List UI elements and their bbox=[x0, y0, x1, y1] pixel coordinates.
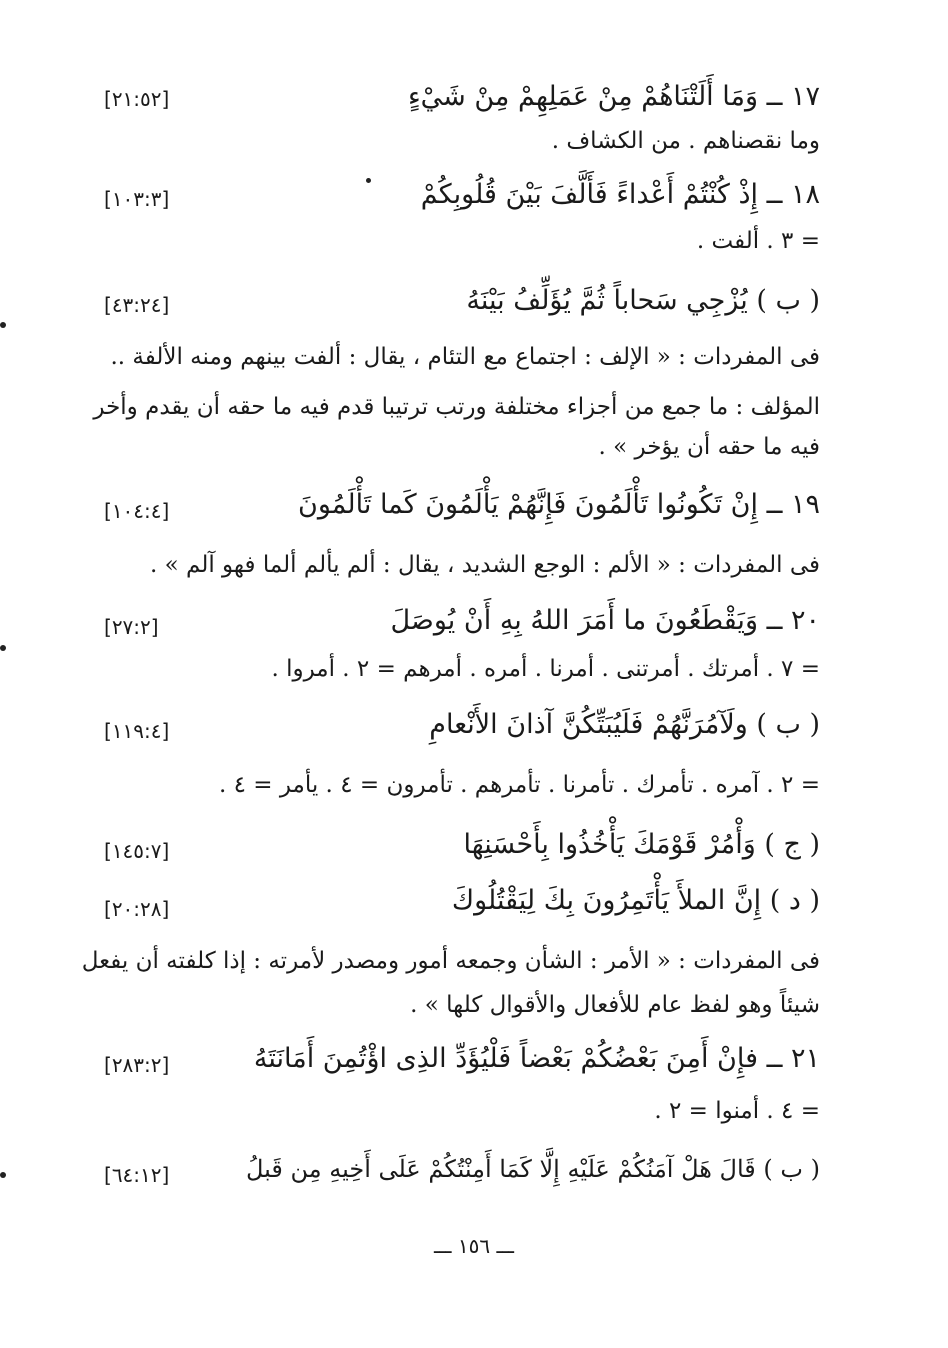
entry-20-para-line-1: فى المفردات : « الأمر : الشأن وجمعه أمور ومصدر لأمرته : إذا كلفته أن يفعل bbox=[81, 948, 820, 974]
entry-17-note: وما نقصناهم . من الكشاف . bbox=[551, 128, 820, 154]
entry-20b-ref: [١١٩:٤] bbox=[104, 719, 170, 743]
margin-speck bbox=[0, 322, 6, 328]
entry-20-para-line-2: شيئاً وهو لفظ عام للأفعال والأقوال كلها » . bbox=[410, 992, 820, 1018]
entry-19-para: فى المفردات : « الألم : الوجع الشديد ، يقال : ألم يألم ألما فهو آلم » . bbox=[150, 552, 820, 578]
entry-21-ref: [٢٨٣:٢] bbox=[104, 1053, 170, 1077]
entry-21-note: = ٤ . أمنوا = ٢ . bbox=[654, 1098, 820, 1124]
entry-18-para-line-3: فيه ما حقه أن يؤخر » . bbox=[598, 434, 820, 460]
entry-20d-verse: ( د ) إِنَّ الملأَ يَأْتَمِرُونَ بِكَ لِيَقْتُلُوكَ bbox=[451, 885, 820, 916]
entry-21-verse: ٢١ ــ فإِنْ أَمِنَ بَعْضُكُمْ بَعْضاً فَلْيُؤَدِّ الذِى اؤْتُمِنَ أَمَانَتَهُ bbox=[253, 1043, 820, 1074]
entry-17-ref: [٢١:٥٢] bbox=[104, 87, 170, 111]
entry-20c-ref: [١٤٥:٧] bbox=[104, 839, 170, 863]
entry-19-ref: [١٠٤:٤] bbox=[104, 499, 170, 523]
entry-21b-verse: ( ب ) قَالَ هَلْ آمَنُكُمْ عَلَيْهِ إِلَّا كَمَا أَمِنْتُكُمْ عَلَى أَخِيهِ مِن قَبلُ bbox=[245, 1155, 820, 1183]
entry-18-note: = ٣ . ألفت . bbox=[696, 228, 820, 254]
entry-18-ref: [١٠٣:٣] bbox=[104, 187, 170, 211]
entry-20d-ref: [٢٠:٢٨] bbox=[104, 897, 170, 921]
entry-18-para-line-2: المؤلف : ما جمع من أجزاء مختلفة ورتب ترتيبا قدم فيه ما حقه أن يقدم وأخر bbox=[93, 394, 820, 420]
entry-17-verse: ١٧ ــ وَمَا أَلَتْنَاهُمْ مِنْ عَمَلِهِمْ مِنْ شَيْءٍ bbox=[407, 81, 820, 112]
entry-20-note: = ٧ . أمرتك . أمرتنى . أمرنا . أمره . أمرهم = ٢ . أمروا . bbox=[271, 656, 820, 682]
entry-20-ref: [٢٧:٢] bbox=[104, 615, 159, 639]
margin-speck bbox=[0, 1172, 6, 1178]
entry-18-verse: ١٨ ــ إِذْ كُنْتُمْ أَعْداءً فَأَلَّفَ بَيْنَ قُلُوبِكُمْ bbox=[420, 179, 820, 210]
ink-speck bbox=[366, 178, 371, 183]
page-number: ـــ ١٥٦ ـــ bbox=[433, 1234, 515, 1258]
entry-20c-verse: ( ج ) وَأْمُرْ قَوْمَكَ يَأْخُذُوا بِأَحْسَنِهَا bbox=[463, 829, 820, 860]
entry-20b-verse: ( ب ) ولَآمُرَنَّهُمْ فَلَيُبَتِّكُنَّ آذانَ الأَنْعامِ bbox=[429, 709, 820, 740]
entry-20b-note: = ٢ . آمره . تأمرك . تأمرنا . تأمرهم . تأمرون = ٤ . يأمر = ٤ . bbox=[218, 772, 820, 798]
entry-19-verse: ١٩ ــ إِنْ تَكُونُوا تَأْلَمُونَ فَإِنَّهُمْ يَأْلَمُونَ كَما تَأْلَمُونَ bbox=[298, 489, 820, 520]
margin-speck bbox=[0, 645, 6, 651]
entry-18b-ref: [٤٣:٢٤] bbox=[104, 293, 170, 317]
entry-18-para-line-1: فى المفردات : « الإلف : اجتماع مع التئام ، يقال : ألفت بينهم ومنه الألفة .. bbox=[110, 344, 820, 370]
entry-21b-ref: [٦٤:١٢] bbox=[104, 1163, 170, 1187]
entry-20-verse: ٢٠ ــ وَيَقْطَعُونَ ما أَمَرَ اللهُ بِهِ أَنْ يُوصَلَ bbox=[390, 605, 820, 636]
entry-18b-verse: ( ب ) يُزْجِي سَحاباً ثُمَّ يُؤَلِّفُ بَيْنَهُ bbox=[466, 285, 820, 316]
